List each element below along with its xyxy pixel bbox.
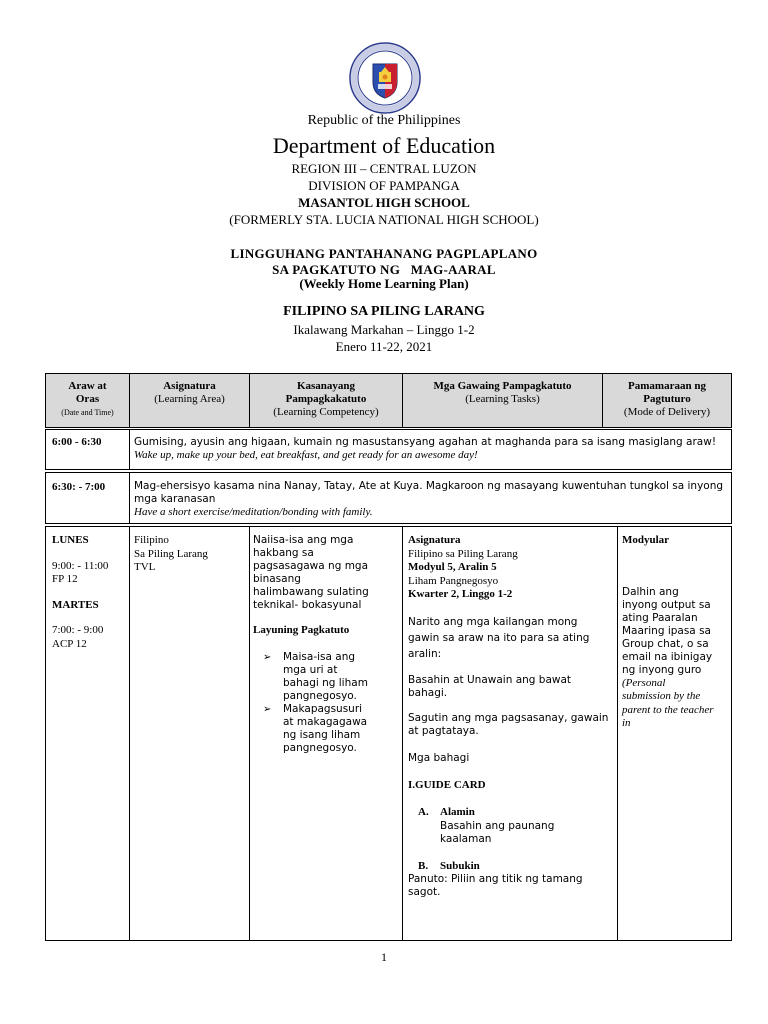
table-header-row [45, 373, 732, 428]
header-learning-tasks: Mga Gawaing Pampagkatuto (Learning Tasks) [433, 380, 572, 405]
class-monday: FP 12 [52, 573, 78, 585]
quarter-line: Ikalawang Markahan – Linggo 1-2 [293, 322, 475, 337]
page-number: 1 [381, 950, 387, 964]
header-learning-area: Asignatura (Learning Area) [154, 380, 225, 405]
schedule-cell [52, 534, 128, 651]
learning-tasks-cell: Asignatura Filipino sa Piling Larang Modyul 5, Aralin 5 Liham Pangnegosyo Kwarter 2, Linggo 1-2 Narito ang mga kailangan mong gawin sa araw na ito para sa ating aralin: Basahin at Unawain ang bawat bahagi. Sagutin ang mga pagsasanay, gawain at pagtataya. Mga bahagi I.GUIDE CARD A. Alamin Basahin ang paunang kaalaman B. Subukin Panuto: Piliin ang titik ng tamang sagot. [408, 534, 613, 899]
deped-seal-icon [349, 42, 421, 114]
time-tuesday: 7:00: - 9:00 [52, 624, 104, 636]
row1-time: 6:00 - 6:30 [52, 436, 102, 448]
class-tuesday: ACP 12 [52, 637, 87, 650]
table-row [45, 472, 732, 524]
row1-task: Gumising, ayusin ang higaan, kumain ng masustansyang agahan at maghanda para sa isang masiglang araw! Wake up, make up your bed, eat breakfast, and get ready for an awesome day! [134, 436, 717, 461]
header-date-time: Araw at Oras (Date and Time) [61, 380, 114, 417]
row2-time: 6:30: - 7:00 [52, 481, 106, 493]
region-line: REGION III – CENTRAL LUZON [291, 161, 477, 176]
task-item-a: A. Alamin Basahin ang paunang kaalaman [418, 806, 555, 845]
guide-card-title: I.GUIDE CARD [408, 778, 486, 791]
day-monday: LUNES [52, 534, 89, 546]
objective-item: ➢ Maisa-isa ang mga uri at bahagi ng liham pangnegosyo. [263, 651, 368, 702]
subject-title: FILIPINO SA PILING LARANG [283, 304, 485, 319]
republic-line: Republic of the Philippines [307, 113, 461, 128]
plan-title-line3: (Weekly Home Learning Plan) [299, 276, 469, 291]
day-tuesday: MARTES [52, 598, 99, 611]
row2-task: Mag-ehersisyo kasama nina Nanay, Tatay, Ate at Kuya. Magkaroon ng masayang kuwentuhan tungkol sa inyong mga karanasan Have a short exercise/meditation/bonding with family. [134, 480, 724, 518]
table-row [45, 429, 732, 470]
formerly-line: (FORMERLY STA. LUCIA NATIONAL HIGH SCHOOL) [229, 212, 539, 227]
objective-item: ➢ Makapagsusuri at makagagawa ng isang liham pangnegosyo. [263, 703, 368, 754]
header-learning-competency: Kasanayang Pampagkakatuto (Learning Competency) [273, 380, 379, 418]
plan-title-line2: SA PAGKATUTO NG MAG-AARAL [272, 262, 496, 277]
table-row [45, 526, 732, 941]
header-mode-of-delivery: Pamamaraan ng Pagtuturo (Mode of Delivery) [623, 380, 711, 418]
arrow-bullet-icon: ➢ [263, 652, 272, 663]
objective-title: Layuning Pagkatuto [253, 624, 350, 636]
plan-title-line1: LINGGUHANG PANTAHANANG PAGPLAPLANO [230, 246, 538, 261]
mode-of-delivery-cell: Modyular Dalhin ang inyong output sa ating Paaralan Maaring ipasa sa Group chat, o sa email na ibinigay ng inyong guro (Personal submission by the parent to the teacher in [622, 534, 714, 729]
division-line: DIVISION OF PAMPANGA [308, 178, 460, 193]
task-item-b: B. Subukin [418, 859, 480, 872]
learning-area-cell: Filipino Sa Piling Larang TVL [134, 534, 208, 573]
time-monday: 9:00: - 11:00 [52, 559, 109, 572]
school-name: MASANTOL HIGH SCHOOL [298, 195, 470, 210]
arrow-bullet-icon: ➢ [263, 704, 272, 715]
department-title: Department of Education [272, 133, 496, 158]
competency-cell: Naiisa-isa ang mga hakbang sa pagsasagawa ng mga binasang halimbawang sulating teknikal- bokasyunal Layuning Pagkatuto ➢ Maisa-isa ang mga uri at bahagi ng liham pangnegosyo. ➢ Makapagsusuri at makagagawa ng isang liham pangnegosyo. [253, 534, 371, 755]
date-line: Enero 11-22, 2021 [335, 339, 433, 354]
